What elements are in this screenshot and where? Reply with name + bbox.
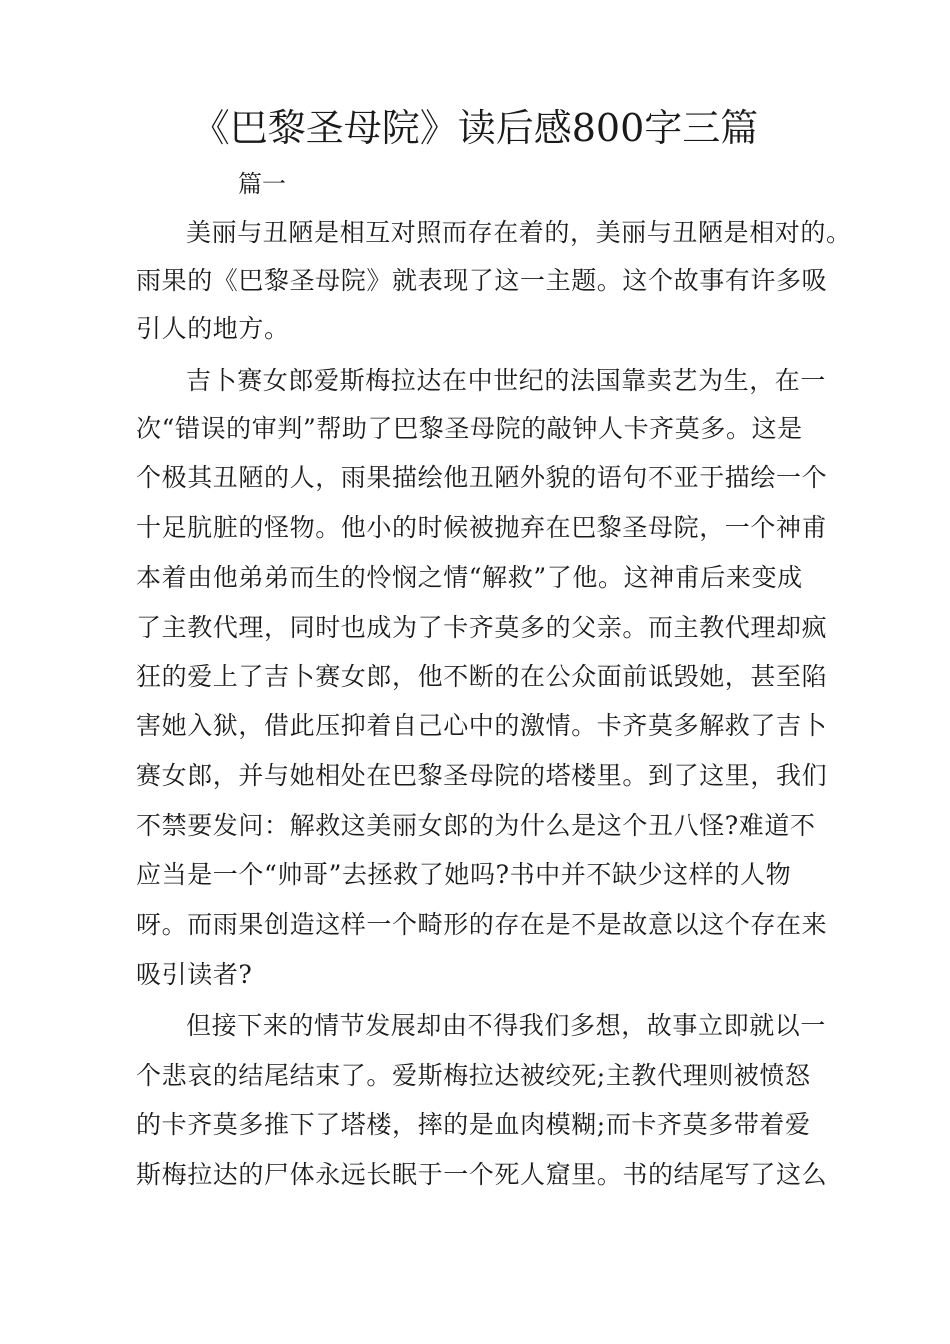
text-line: 本着由他弟弟而生的怜悯之情“解救”了他。这神甫后来变成 (136, 563, 803, 592)
text-line: 但接下来的情节发展却由不得我们多想，故事立即就以一 (186, 1011, 827, 1040)
text-line: 了主教代理，同时也成为了卡齐莫多的父亲。而主教代理却疯 (136, 613, 828, 642)
text-line: 十足肮脏的怪物。他小的时候被抛弃在巴黎圣母院，一个神甫 (136, 513, 828, 542)
text-line: 害她入狱，借此压抑着自己心中的激情。卡齐莫多解救了吉卜 (136, 711, 828, 740)
text-line: 个悲哀的结尾结束了。爱斯梅拉达被绞死;主教代理则被愤怒 (136, 1061, 811, 1090)
text-line: 不禁要发问：解救这美丽女郎的为什么是这个丑八怪?难道不 (136, 811, 816, 840)
text-line: 斯梅拉达的尸体永远长眠于一个死人窟里。书的结尾写了这么 (136, 1160, 828, 1189)
text-line: 吸引读者? (136, 960, 253, 989)
text-line: 赛女郎，并与她相处在巴黎圣母院的塔楼里。到了这里，我们 (136, 761, 828, 790)
text-line: 的卡齐莫多推下了塔楼，摔的是血肉模糊;而卡齐莫多带着爱 (136, 1110, 811, 1139)
text-line: 雨果的《巴黎圣母院》就表现了这一主题。这个故事有许多吸 (136, 266, 828, 295)
text-line: 美丽与丑陋是相互对照而存在着的，美丽与丑陋是相对的。 (186, 218, 852, 247)
section-label: 篇一 (238, 170, 286, 198)
text-line: 狂的爱上了吉卜赛女郎，他不断的在公众面前诋毁她，甚至陷 (136, 662, 828, 691)
text-line: 引人的地方。 (136, 314, 290, 343)
text-line: 吉卜赛女郎爱斯梅拉达在中世纪的法国靠卖艺为生，在一 (186, 366, 827, 395)
text-line: 个极其丑陋的人，雨果描绘他丑陋外貌的语句不亚于描绘一个 (136, 463, 828, 492)
text-line: 呀。而雨果创造这样一个畸形的存在是不是故意以这个存在来 (136, 910, 828, 939)
text-line: 应当是一个“帅哥”去拯救了她吗?书中并不缺少这样的人物 (136, 860, 792, 889)
text-line: 次“错误的审判”帮助了巴黎圣母院的敲钟人卡齐莫多。这是 (136, 414, 803, 443)
document-title: 《巴黎圣母院》读后感800字三篇 (191, 106, 759, 150)
